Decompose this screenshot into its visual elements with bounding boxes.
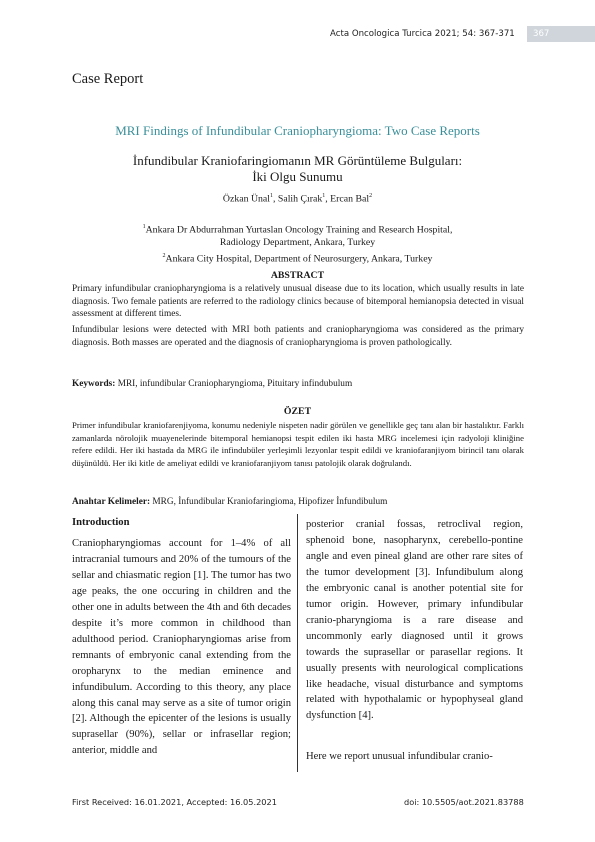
affiliation-1-line1	[0, 221, 595, 237]
keywords	[72, 379, 524, 389]
anahtar-text: MRG, İnfundibular Kraniofaringioma, Hipofizer İnfundibulum	[152, 497, 388, 507]
title-turkish-line2: İki Olgu Sunumu	[252, 169, 343, 184]
keywords-text: MRI, infundibular Craniopharyngioma, Pituitary infindubulum	[117, 379, 353, 389]
anahtar-label: Anahtar Kelimeler:	[72, 497, 151, 507]
column-divider	[297, 514, 298, 772]
journal-citation: Acta Oncologica Turcica 2021; 54: 367-371	[330, 29, 515, 39]
anahtar-kelimeler	[72, 497, 524, 507]
affiliations	[0, 221, 595, 266]
affiliation-2-sup: 2	[162, 252, 166, 259]
title-turkish	[0, 153, 595, 185]
author-name: Salih Çırak	[277, 193, 323, 205]
author-name: Özkan Ünal	[222, 193, 270, 205]
affiliation-1-line2: Radiology Department, Ankara, Turkey	[219, 237, 376, 249]
affiliation-2-text: Ankara City Hospital, Department of Neurosurgery, Ankara, Turkey	[165, 253, 433, 265]
introduction-left-column: Craniopharyngiomas account for 1–4% of all intracranial tumours and 20% of the tumours of the sellar and chiasmatic region [1]. The tumor has two age peaks, the one occuring in children and the other one in adults between the 4th and 6th decades despite it’s more common in childhood than adulthood period. Craniopharyngiomas arise from remnants of embryonic canal extending from the oropharynx to the median eminence and infundibulum. According to this theory, any place along this canal may serve as a site of tumor origin [2]. Although the epicenter of the lesions is usually suprasellar (90%), sellar or infrasellar region; anterior, middle and	[72, 538, 291, 757]
page-number-badge: 367	[527, 26, 595, 42]
received-accepted-dates: First Received: 16.01.2021, Accepted: 16.05.2021	[72, 797, 277, 807]
author-list: Özkan Ünal$^1$, Salih Çırak$^1$, Ercan Bal$^2$	[222, 193, 373, 205]
affiliation-1-sup: 1	[142, 224, 146, 230]
ozet-paragraph: Primer infundibular kraniofarenjiyoma, konumu nedeniyle nispeten nadir görülen ve genellikle geç tanı alan bir hastalıktır. Farklı zamanlarda nörolojik muayenelerinde bitemporal hemianopsi tespit edilen iki hasta MRG incelemesi için radyoloji kliniğine refere edildi. Her iki hastada da MRG ile infindubüler yerleşimli lezyonlar tespit edildi ve kraniofaranjiyom birincil tanı olarak düşünüldü. Her iki kitle de ameliyat edildi ve kraniofaranjiyom tanısı patolojik olarak doğrulandı.	[72, 420, 524, 469]
title-english: MRI Findings of Infundibular Craniopharyngioma: Two Case Reports	[115, 123, 480, 138]
introduction-heading: Introduction	[72, 517, 130, 528]
abstract-paragraph-1: Primary infundibular craniopharyngioma is a relatively unusual disease due to its location, which usually results in late diagnosis. Two female patients are referred to the radiology clinics because of bitemporal hemianopsia detected in visual assessment at different times.	[72, 284, 524, 320]
affiliation-1-text: Ankara Dr Abdurrahman Yurtaslan Oncology Training and Research Hospital,	[145, 224, 453, 236]
author-affil-sup: 1	[322, 193, 326, 199]
affiliation-2	[0, 250, 595, 266]
abstract-paragraph-2: Infundibular lesions were detected with MRI both patients and craniopharyngioma was considered as the primary diagnosis. Both masses are operated and the diagnosis of craniopharyngioma is proven pathologically.	[72, 325, 524, 348]
author-affil-sup: 2	[369, 193, 373, 199]
article-type: Case Report	[72, 71, 144, 87]
introduction-right-column: posterior cranial fossas, retroclival region, sphenoid bone, nasopharynx, cerebello-pontine angle and even pineal gland are other rare sites of the tumor development [3]. Infundibulum along the embryonic canal is another potential site for tumor origin. However, primary infundibular cranio-pharyngioma is a rare disease and uncommonly early diagnosed until it grows towards the suprasellar or parasellar regions. It usually presents with neurological complications like headache, visual disturbance and symptoms related with hypothalamic or hypophyseal gland dysfunction [4].	[306, 519, 523, 722]
introduction-right-column-p2: Here we report unusual infundibular cranio-	[306, 751, 493, 762]
abstract-heading: ABSTRACT	[270, 270, 325, 281]
doi-link[interactable]: doi: 10.5505/aot.2021.83788	[404, 797, 524, 807]
keywords-label: Keywords:	[72, 379, 116, 389]
author-affil-sup: 1	[269, 193, 273, 199]
ozet-heading: ÖZET	[283, 406, 312, 417]
title-turkish-line1: İnfundibular Kraniofaringiomanın MR Görüntüleme Bulguları:	[132, 153, 463, 168]
author-name: Ercan Bal	[330, 193, 370, 205]
